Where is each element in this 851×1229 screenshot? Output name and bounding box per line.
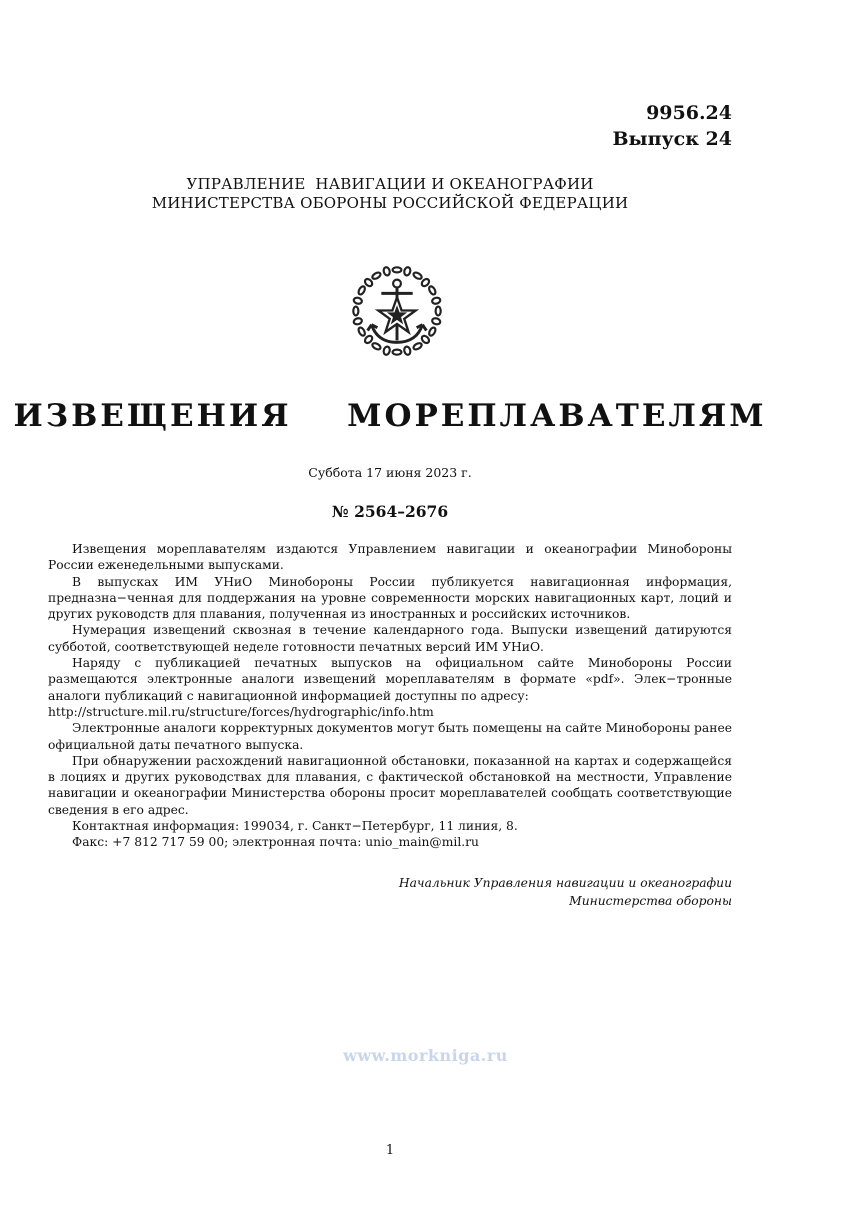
organization-line-2: МИНИСТЕРСТВА ОБОРОНЫ РОССИЙСКОЙ ФЕДЕРАЦИИ: [151, 194, 629, 212]
paragraph-early-publication: Электронные аналоги корректурных документов могут быть помещены на сайте Минобороны ранее официальной даты печатного выпуска.: [48, 721, 732, 752]
organization-line-1: УПРАВЛЕНИЕ НАВИГАЦИИ И ОКЕАНОГРАФИИ: [186, 175, 594, 193]
page-number: 1: [385, 1143, 395, 1158]
paragraph-numbering: Нумерация извещений сквозная в течение календарного года. Выпуски извещений датируются субботой, соответствующей неделе готовности печатных версий ИМ УНиО.: [48, 623, 732, 654]
watermark: www.morkniga.ru: [343, 1046, 508, 1065]
issue-date: Суббота 17 июня 2023 г.: [308, 465, 472, 480]
signature-block: [399, 874, 732, 910]
paragraph-publisher: Извещения мореплавателям издаются Управлением навигации и океанографии Минобороны России еженедельными выпусками.: [48, 542, 732, 573]
website-url[interactable]: http://structure.mil.ru/structure/forces/hydrographic/info.htm: [48, 704, 434, 719]
notice-number-range: № 2564–2676: [331, 502, 449, 521]
contact-fax-email: Факс: +7 812 717 59 00; электронная почта: unio_main@mil.ru: [72, 835, 479, 850]
anchor-star-chain-emblem-icon: [348, 262, 446, 360]
issue-code-block: [612, 100, 732, 152]
paragraph-discrepancies: При обнаружении расхождений навигационной обстановки, показанной на картах и содержащейся в лоциях и других руководствах для плавания, с фактической обстановкой на местности, Управление навигации и океанографии Министерства обороны просит мореплавателей сообщать соответствующие сведения в его адрес.: [48, 753, 732, 817]
signature-line-1: Начальник Управления навигации и океанографии: [398, 876, 732, 890]
document-code: 9956.24: [646, 102, 732, 124]
body-text: [48, 541, 732, 851]
organization-name: [0, 175, 780, 213]
issue-number: Выпуск 24: [612, 128, 732, 150]
paragraph-content: В выпусках ИМ УНиО Минобороны России публикуется навигационная информация, предназна−ченная для поддержания на уровне современности морских навигационных карт, лоций и других руководств для плавания, полученная из иностранных и российских источников.: [48, 574, 732, 622]
paragraph-electronic: Наряду с публикацией печатных выпусков на официальном сайте Минобороны России размещаются электронные аналоги извещений мореплавателям в формате «pdf». Элек−тронные аналоги публикаций с навигационной информацией доступны по адресу:: [48, 656, 732, 703]
signature-line-2: Министерства обороны: [569, 894, 732, 908]
main-title: ИЗВЕЩЕНИЯ МОРЕПЛАВАТЕЛЯМ: [13, 398, 767, 434]
contact-address: Контактная информация: 199034, г. Санкт−Петербург, 11 линия, 8.: [72, 819, 518, 834]
